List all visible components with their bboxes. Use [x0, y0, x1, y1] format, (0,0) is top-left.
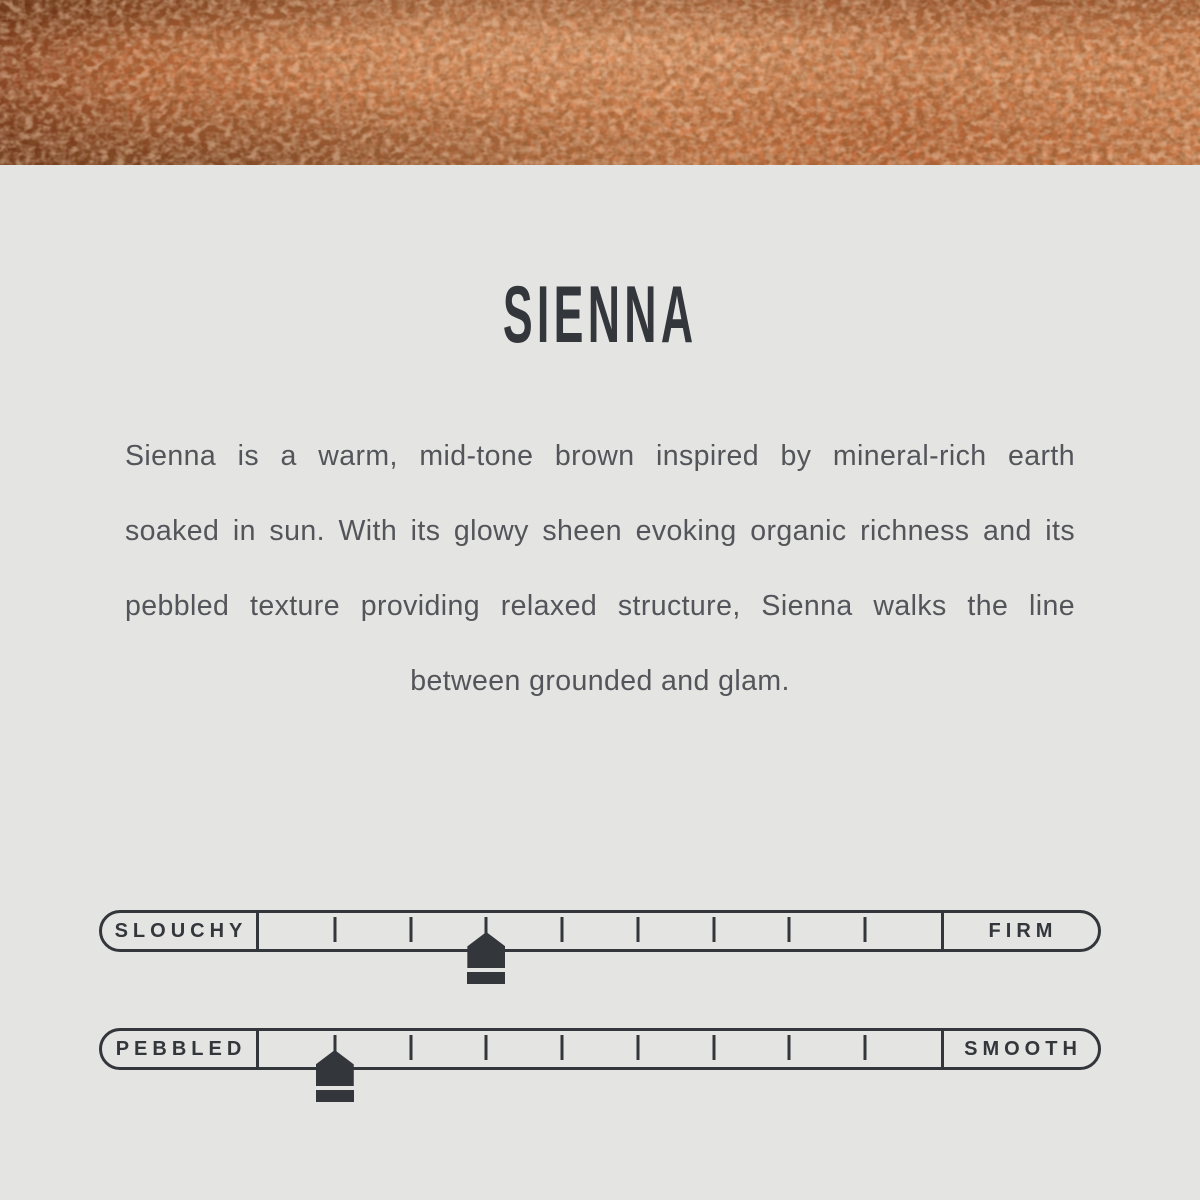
description-line: Sienna is a warm, mid-tone brown inspired by mineral-rich earth	[125, 440, 1075, 472]
scale-tick	[864, 917, 867, 942]
scale-tick	[864, 1035, 867, 1060]
scale-marker	[467, 932, 505, 984]
leather-texture-image	[0, 0, 1200, 165]
description-paragraph	[125, 419, 1075, 719]
leather-texture-graphic	[0, 0, 1200, 165]
scale-tick	[333, 917, 336, 942]
scale-marker-base	[316, 1090, 354, 1102]
scale-tick	[409, 917, 412, 942]
scale-tick	[561, 917, 564, 942]
scale-pebbled-smooth	[99, 1028, 1101, 1070]
title-wrap	[0, 270, 1200, 361]
description-line: pebbled texture providing relaxed structure, Sienna walks the line	[125, 590, 1075, 622]
scale-tick	[712, 1035, 715, 1060]
scale-tick	[712, 917, 715, 942]
page-title: SIENNA	[502, 270, 698, 361]
scale-tick	[409, 1035, 412, 1060]
scale-tick	[788, 917, 791, 942]
scale-track	[259, 913, 941, 949]
scale-tick	[636, 917, 639, 942]
scale-marker-pointer	[316, 1050, 354, 1086]
scale-tick	[636, 1035, 639, 1060]
scale-left-label: PEBBLED	[102, 1031, 259, 1067]
scale-marker	[316, 1050, 354, 1102]
scale-tick	[485, 1035, 488, 1060]
scale-marker-base	[467, 972, 505, 984]
scale-track	[259, 1031, 941, 1067]
scale-marker-pointer	[467, 932, 505, 968]
scale-slouchy-firm	[99, 910, 1101, 952]
scale-tick	[788, 1035, 791, 1060]
scale-right-label: SMOOTH	[941, 1031, 1098, 1067]
scale-left-label: SLOUCHY	[102, 913, 259, 949]
description-line: soaked in sun. With its glowy sheen evoking organic richness and its	[125, 515, 1075, 547]
scale-tick	[561, 1035, 564, 1060]
scale-right-label: FIRM	[941, 913, 1098, 949]
description-line: between grounded and glam.	[410, 665, 790, 697]
